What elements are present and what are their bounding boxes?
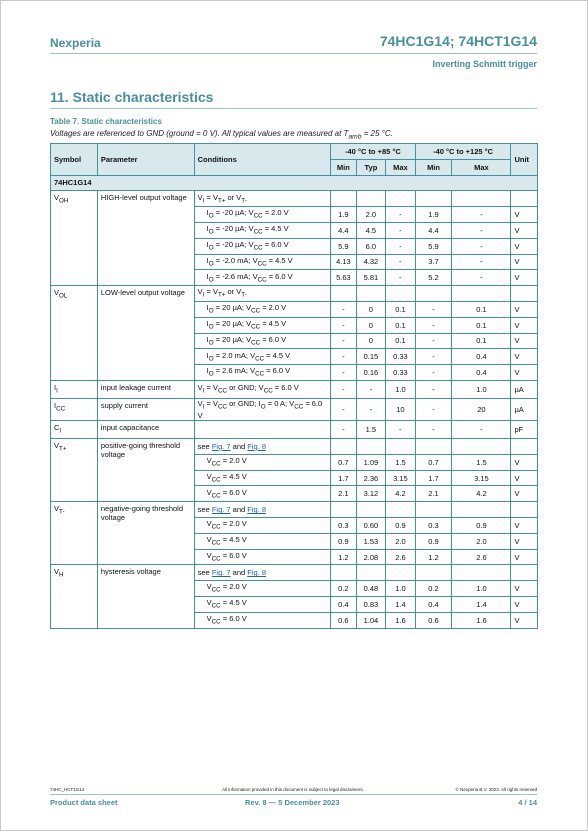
parameter-cell: supply current <box>97 398 194 421</box>
value-cell: 0.2 <box>415 581 452 597</box>
footer-revision: Rev. 8 — 5 December 2023 <box>245 798 340 807</box>
value-cell: 3.15 <box>452 470 511 486</box>
value-cell: 1.7 <box>415 470 452 486</box>
value-cell <box>452 191 511 207</box>
header-min: Min <box>415 159 452 175</box>
value-cell: 0.1 <box>452 333 511 349</box>
unit-cell <box>511 565 538 581</box>
value-cell: 1.5 <box>452 454 511 470</box>
value-cell: 1.5 <box>386 454 416 470</box>
condition-cell: $I_O = 20$ µA; $V_{CC} = 6.0$ V <box>194 333 331 349</box>
value-cell <box>415 286 452 302</box>
unit-cell: V <box>511 581 538 597</box>
value-cell: - <box>415 333 452 349</box>
value-cell: - <box>415 317 452 333</box>
value-cell: 0.9 <box>452 518 511 534</box>
value-cell: 2.0 <box>386 533 416 549</box>
value-cell: - <box>415 349 452 365</box>
unit-cell: V <box>511 207 538 223</box>
unit-cell: V <box>511 365 538 381</box>
unit-cell: V <box>511 486 538 502</box>
value-cell: 0.33 <box>386 349 416 365</box>
condition-cell: $V_{CC} = 4.5$ V <box>194 597 331 613</box>
value-cell: 0.9 <box>386 518 416 534</box>
header-max: Max <box>386 159 416 175</box>
value-cell: 2.1 <box>415 486 452 502</box>
header-divider <box>50 53 537 54</box>
value-cell: 0.3 <box>331 518 356 534</box>
unit-cell: V <box>511 238 538 254</box>
parameter-cell: input leakage current <box>97 380 194 398</box>
unit-cell: V <box>511 270 538 286</box>
value-cell: - <box>415 380 452 398</box>
condition-cell: $V_{CC} = 6.0$ V <box>194 486 331 502</box>
condition-cell: $I_O = -2.6$ mA; $V_{CC} = 6.0$ V <box>194 270 331 286</box>
unit-cell: V <box>511 454 538 470</box>
value-cell <box>415 502 452 518</box>
condition-cell: see Fig. 7 and Fig. 8 <box>194 565 331 581</box>
value-cell: 5.81 <box>356 270 386 286</box>
footer-doc-id: 74HC_HCT1G14 <box>50 787 85 792</box>
value-cell <box>386 502 416 518</box>
value-cell: 1.7 <box>331 470 356 486</box>
value-cell: - <box>452 254 511 270</box>
header-unit: Unit <box>511 144 538 176</box>
figure-link[interactable]: Fig. 7 <box>211 505 231 515</box>
unit-cell <box>511 502 538 518</box>
symbol-cell: $V_{T-}$ <box>51 502 98 565</box>
footer-divider <box>50 794 537 795</box>
value-cell <box>331 286 356 302</box>
symbol-cell: $I_I$ <box>51 380 98 398</box>
value-cell <box>386 565 416 581</box>
value-cell: - <box>452 238 511 254</box>
symbol-cell: $I_{CC}$ <box>51 398 98 421</box>
condition-cell: $V_I = V_{CC}$ or GND; $I_O = 0$ A; $V_{CC} = 6.0$ V <box>194 398 331 421</box>
value-cell: 2.08 <box>356 549 386 565</box>
value-cell <box>356 439 386 455</box>
value-cell: 0.4 <box>415 597 452 613</box>
value-cell: 1.0 <box>452 380 511 398</box>
value-cell: - <box>415 365 452 381</box>
value-cell: 2.0 <box>452 533 511 549</box>
unit-cell: pF <box>511 421 538 439</box>
value-cell: - <box>331 317 356 333</box>
value-cell: 0.1 <box>386 301 416 317</box>
value-cell: - <box>415 421 452 439</box>
value-cell <box>331 439 356 455</box>
value-cell: 3.15 <box>386 470 416 486</box>
value-cell: - <box>452 270 511 286</box>
unit-cell: V <box>511 612 538 628</box>
value-cell <box>331 565 356 581</box>
value-cell: 0.3 <box>415 518 452 534</box>
value-cell: 0.6 <box>331 612 356 628</box>
condition-cell: $V_{CC} = 2.0$ V <box>194 581 331 597</box>
value-cell: 20 <box>452 398 511 421</box>
value-cell: 1.6 <box>452 612 511 628</box>
value-cell: - <box>415 398 452 421</box>
unit-cell: V <box>511 301 538 317</box>
header-range-85: -40 °C to +85 °C <box>331 144 416 160</box>
value-cell: 5.63 <box>331 270 356 286</box>
condition-cell: $V_{CC} = 4.5$ V <box>194 533 331 549</box>
value-cell: 0.60 <box>356 518 386 534</box>
header-conditions: Conditions <box>194 144 331 176</box>
value-cell: 3.7 <box>415 254 452 270</box>
value-cell: 0.1 <box>452 301 511 317</box>
condition-cell: see Fig. 7 and Fig. 8 <box>194 502 331 518</box>
value-cell: 1.2 <box>331 549 356 565</box>
value-cell: 2.36 <box>356 470 386 486</box>
header-parameter: Parameter <box>97 144 194 176</box>
symbol-cell: $V_{OL}$ <box>51 286 98 381</box>
value-cell: - <box>331 301 356 317</box>
condition-cell: $I_O = -20$ µA; $V_{CC} = 2.0$ V <box>194 207 331 223</box>
value-cell: 0.4 <box>452 349 511 365</box>
value-cell: 0.7 <box>331 454 356 470</box>
value-cell <box>452 286 511 302</box>
value-cell: - <box>356 380 386 398</box>
parameter-cell: HIGH-level output voltage <box>97 191 194 286</box>
value-cell: 0 <box>356 301 386 317</box>
footer-copyright: © Nexperia B.V. 2023. All rights reserved <box>455 787 537 792</box>
condition-cell: $V_I = V_{T+}$ or $V_{T-}$ <box>194 191 331 207</box>
value-cell: - <box>386 270 416 286</box>
value-cell: 2.0 <box>356 207 386 223</box>
condition-cell <box>194 421 331 439</box>
table-row <box>51 191 538 207</box>
value-cell: 5.9 <box>415 238 452 254</box>
value-cell: 0.1 <box>386 333 416 349</box>
value-cell: 4.2 <box>452 486 511 502</box>
value-cell: - <box>386 254 416 270</box>
value-cell: 0.83 <box>356 597 386 613</box>
unit-cell: V <box>511 533 538 549</box>
table-body <box>51 175 538 628</box>
value-cell: 1.2 <box>415 549 452 565</box>
condition-cell: $V_I = V_{T+}$ or $V_{T-}$ <box>194 286 331 302</box>
value-cell: - <box>452 421 511 439</box>
value-cell: 1.0 <box>452 581 511 597</box>
group-row <box>51 175 538 191</box>
value-cell: 2.6 <box>452 549 511 565</box>
table-row <box>51 565 538 581</box>
value-cell <box>415 565 452 581</box>
unit-cell: V <box>511 254 538 270</box>
parameter-cell: input capacitance <box>97 421 194 439</box>
value-cell: - <box>331 365 356 381</box>
value-cell: - <box>331 421 356 439</box>
value-cell <box>331 191 356 207</box>
value-cell: - <box>386 222 416 238</box>
figure-link[interactable]: Fig. 8 <box>247 568 267 578</box>
part-number: 74HC1G14; 74HCT1G14 <box>379 33 537 49</box>
condition-cell: $V_{CC} = 4.5$ V <box>194 470 331 486</box>
value-cell: - <box>331 333 356 349</box>
header-range-125: -40 °C to +125 °C <box>415 144 511 160</box>
condition-cell: $V_{CC} = 6.0$ V <box>194 549 331 565</box>
value-cell <box>386 286 416 302</box>
value-cell <box>356 502 386 518</box>
parameter-cell: negative-going threshold voltage <box>97 502 194 565</box>
value-cell: 0 <box>356 317 386 333</box>
parameter-cell: hysteresis voltage <box>97 565 194 628</box>
condition-cell: $I_O = 20$ µA; $V_{CC} = 2.0$ V <box>194 301 331 317</box>
value-cell: 1.04 <box>356 612 386 628</box>
value-cell: - <box>452 222 511 238</box>
table-row <box>51 380 538 398</box>
unit-cell <box>511 286 538 302</box>
value-cell <box>356 191 386 207</box>
group-label: 74HC1G14 <box>51 175 538 191</box>
section-divider <box>50 108 537 109</box>
unit-cell: V <box>511 518 538 534</box>
figure-link[interactable]: Fig. 7 <box>211 568 231 578</box>
condition-cell: see Fig. 7 and Fig. 8 <box>194 439 331 455</box>
unit-cell: V <box>511 549 538 565</box>
footer-page-number: 4 / 14 <box>518 798 537 807</box>
symbol-cell: $V_H$ <box>51 565 98 628</box>
value-cell: 1.0 <box>386 581 416 597</box>
condition-cell: $V_{CC} = 2.0$ V <box>194 454 331 470</box>
condition-cell: $V_{CC} = 2.0$ V <box>194 518 331 534</box>
value-cell <box>452 502 511 518</box>
value-cell: 0.4 <box>452 365 511 381</box>
table-row <box>51 398 538 421</box>
static-characteristics-table <box>50 143 538 629</box>
value-cell: 4.4 <box>415 222 452 238</box>
value-cell: - <box>331 380 356 398</box>
value-cell: 1.09 <box>356 454 386 470</box>
value-cell: 1.9 <box>415 207 452 223</box>
value-cell <box>356 565 386 581</box>
parameter-cell: LOW-level output voltage <box>97 286 194 381</box>
value-cell <box>331 502 356 518</box>
value-cell <box>452 439 511 455</box>
device-subtitle: Inverting Schmitt trigger <box>432 59 537 69</box>
table-row <box>51 502 538 518</box>
header-max: Max <box>452 159 511 175</box>
table-row <box>51 439 538 455</box>
unit-cell: µA <box>511 398 538 421</box>
value-cell: 0.4 <box>331 597 356 613</box>
unit-cell: V <box>511 597 538 613</box>
value-cell <box>415 191 452 207</box>
value-cell: 0.16 <box>356 365 386 381</box>
value-cell: 0.1 <box>452 317 511 333</box>
value-cell: 4.5 <box>356 222 386 238</box>
value-cell: 0.9 <box>331 533 356 549</box>
value-cell: 3.12 <box>356 486 386 502</box>
value-cell: 0.2 <box>331 581 356 597</box>
value-cell <box>386 439 416 455</box>
condition-cell: $I_O = 20$ µA; $V_{CC} = 4.5$ V <box>194 317 331 333</box>
figure-link[interactable]: Fig. 8 <box>247 505 267 515</box>
condition-cell: $I_O = -20$ µA; $V_{CC} = 4.5$ V <box>194 222 331 238</box>
value-cell: 5.9 <box>331 238 356 254</box>
value-cell: 0.6 <box>415 612 452 628</box>
value-cell: 1.5 <box>356 421 386 439</box>
condition-cell: $V_{CC} = 6.0$ V <box>194 612 331 628</box>
value-cell: 1.4 <box>452 597 511 613</box>
value-cell: 2.6 <box>386 549 416 565</box>
value-cell: 1.0 <box>386 380 416 398</box>
unit-cell: V <box>511 317 538 333</box>
value-cell: - <box>415 301 452 317</box>
unit-cell: V <box>511 470 538 486</box>
unit-cell <box>511 439 538 455</box>
table-row <box>51 421 538 439</box>
value-cell: 4.4 <box>331 222 356 238</box>
condition-cell: $I_O = -20$ µA; $V_{CC} = 6.0$ V <box>194 238 331 254</box>
value-cell: 1.4 <box>386 597 416 613</box>
footer-disclaimer: All information provided in this document is subject to legal disclaimers. <box>222 787 364 792</box>
figure-link[interactable]: Fig. 8 <box>247 441 267 451</box>
unit-cell: V <box>511 333 538 349</box>
value-cell <box>386 191 416 207</box>
value-cell: 0.15 <box>356 349 386 365</box>
value-cell: - <box>356 398 386 421</box>
value-cell: - <box>452 207 511 223</box>
condition-cell: $I_O = 2.6$ mA; $V_{CC} = 6.0$ V <box>194 365 331 381</box>
value-cell: - <box>386 421 416 439</box>
value-cell: 4.2 <box>386 486 416 502</box>
table-title: Table 7. Static characteristics <box>50 117 162 126</box>
symbol-cell: $V_{OH}$ <box>51 191 98 286</box>
table-row <box>51 286 538 302</box>
value-cell <box>452 565 511 581</box>
value-cell: 0.7 <box>415 454 452 470</box>
header-typ: Typ <box>356 159 386 175</box>
value-cell: 0.1 <box>386 317 416 333</box>
value-cell: 4.13 <box>331 254 356 270</box>
header-min: Min <box>331 159 356 175</box>
value-cell <box>415 439 452 455</box>
condition-cell: $V_I = V_{CC}$ or GND; $V_{CC} = 6.0$ V <box>194 380 331 398</box>
value-cell: - <box>386 238 416 254</box>
symbol-cell: $C_I$ <box>51 421 98 439</box>
unit-cell: V <box>511 222 538 238</box>
value-cell: 1.53 <box>356 533 386 549</box>
value-cell: 1.6 <box>386 612 416 628</box>
figure-link[interactable]: Fig. 7 <box>211 441 231 451</box>
parameter-cell: positive-going threshold voltage <box>97 439 194 502</box>
condition-cell: $I_O = -2.0$ mA; $V_{CC} = 4.5$ V <box>194 254 331 270</box>
header-symbol: Symbol <box>51 144 98 176</box>
unit-cell <box>511 191 538 207</box>
condition-cell: $I_O = 2.0$ mA; $V_{CC} = 4.5$ V <box>194 349 331 365</box>
value-cell: 0.33 <box>386 365 416 381</box>
table-note: Voltages are referenced to GND (ground = 0 V). All typical values are measured at $T_{amb} = 25$ °C. <box>50 129 393 141</box>
value-cell: 0 <box>356 333 386 349</box>
symbol-cell: $V_{T+}$ <box>51 439 98 502</box>
value-cell: - <box>331 349 356 365</box>
unit-cell: µA <box>511 380 538 398</box>
brand-name: Nexperia <box>50 36 101 50</box>
value-cell: 4.32 <box>356 254 386 270</box>
value-cell <box>356 286 386 302</box>
value-cell: 0.9 <box>415 533 452 549</box>
value-cell: 6.0 <box>356 238 386 254</box>
unit-cell: V <box>511 349 538 365</box>
value-cell: - <box>386 207 416 223</box>
value-cell: - <box>331 398 356 421</box>
value-cell: 5.2 <box>415 270 452 286</box>
footer-doc-type: Product data sheet <box>50 798 118 807</box>
value-cell: 1.9 <box>331 207 356 223</box>
value-cell: 0.48 <box>356 581 386 597</box>
value-cell: 2.1 <box>331 486 356 502</box>
section-title: 11. Static characteristics <box>50 89 214 105</box>
value-cell: 10 <box>386 398 416 421</box>
